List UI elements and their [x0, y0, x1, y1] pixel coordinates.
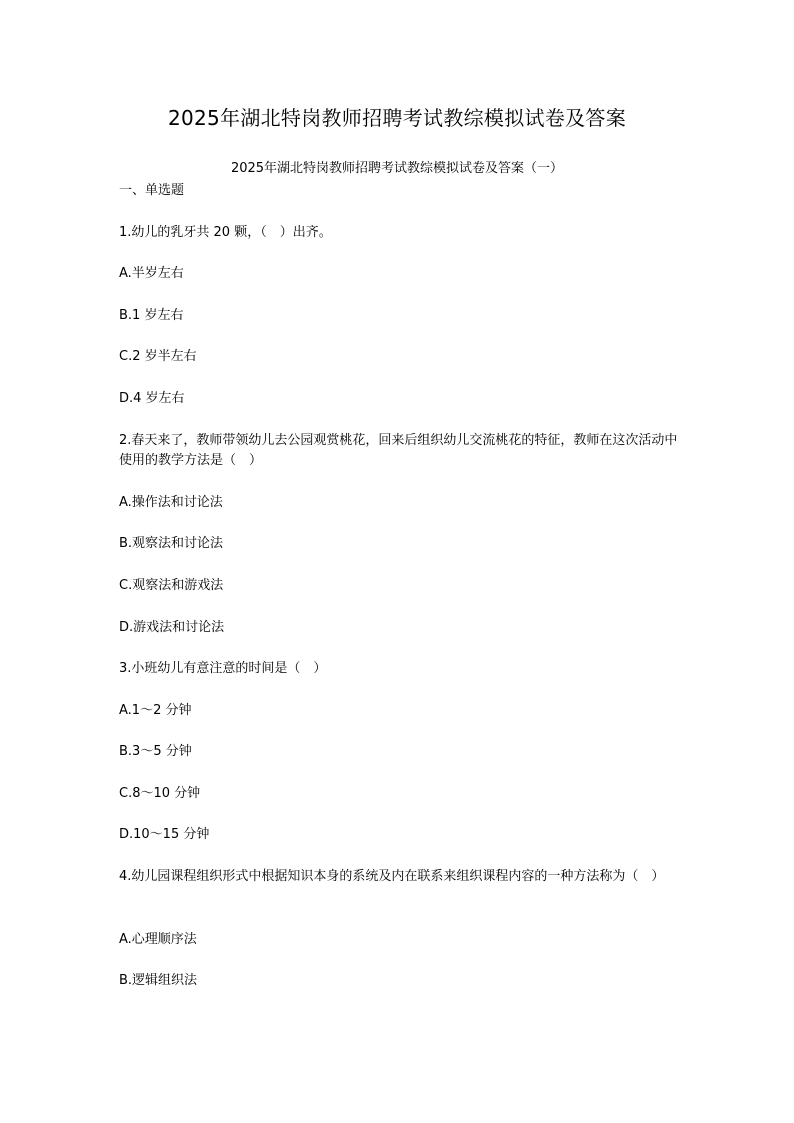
- option-1c: C.2 岁半左右: [119, 349, 197, 364]
- option-2c: C.观察法和游戏法: [119, 578, 224, 593]
- option-1b: B.1 岁左右: [119, 308, 184, 323]
- question-stem-2: 2.春天来了，教师带领幼儿去公园观赏桃花，回来后组织幼儿交流桃花的特征，教师在这次活动中使用的教学方法是（ ）: [119, 433, 678, 468]
- option-4b: B.逻辑组织法: [119, 973, 198, 988]
- option-1d: D.4 岁左右: [119, 391, 185, 406]
- option-2b: B.观察法和讨论法: [119, 536, 224, 551]
- document-subtitle: 2025年湖北特岗教师招聘考试教综模拟试卷及答案（一）: [230, 161, 564, 176]
- option-3b: B.3～5 分钟: [119, 744, 192, 759]
- option-3c: C.8～10 分钟: [119, 786, 201, 801]
- option-3d: D.10～15 分钟: [119, 827, 210, 842]
- option-3a: A.1～2 分钟: [119, 703, 192, 718]
- question-stem-4: 4.幼儿园课程组织形式中根据知识本身的系统及内在联系来组织课程内容的一种方法称为（ ）: [119, 869, 665, 884]
- document-title: 2025年湖北特岗教师招聘考试教综模拟试卷及答案: [167, 106, 627, 130]
- question-stem-1: 1.幼儿的乳牙共 20 颗，（ ）出齐。: [119, 225, 332, 240]
- option-2d: D.游戏法和讨论法: [119, 620, 225, 635]
- option-2a: A.操作法和讨论法: [119, 495, 223, 510]
- option-4a: A.心理顺序法: [119, 932, 197, 947]
- option-1a: A.半岁左右: [119, 266, 184, 281]
- question-stem-3: 3.小班幼儿有意注意的时间是（ ）: [119, 661, 327, 676]
- section-heading: 一、单选题: [119, 183, 185, 198]
